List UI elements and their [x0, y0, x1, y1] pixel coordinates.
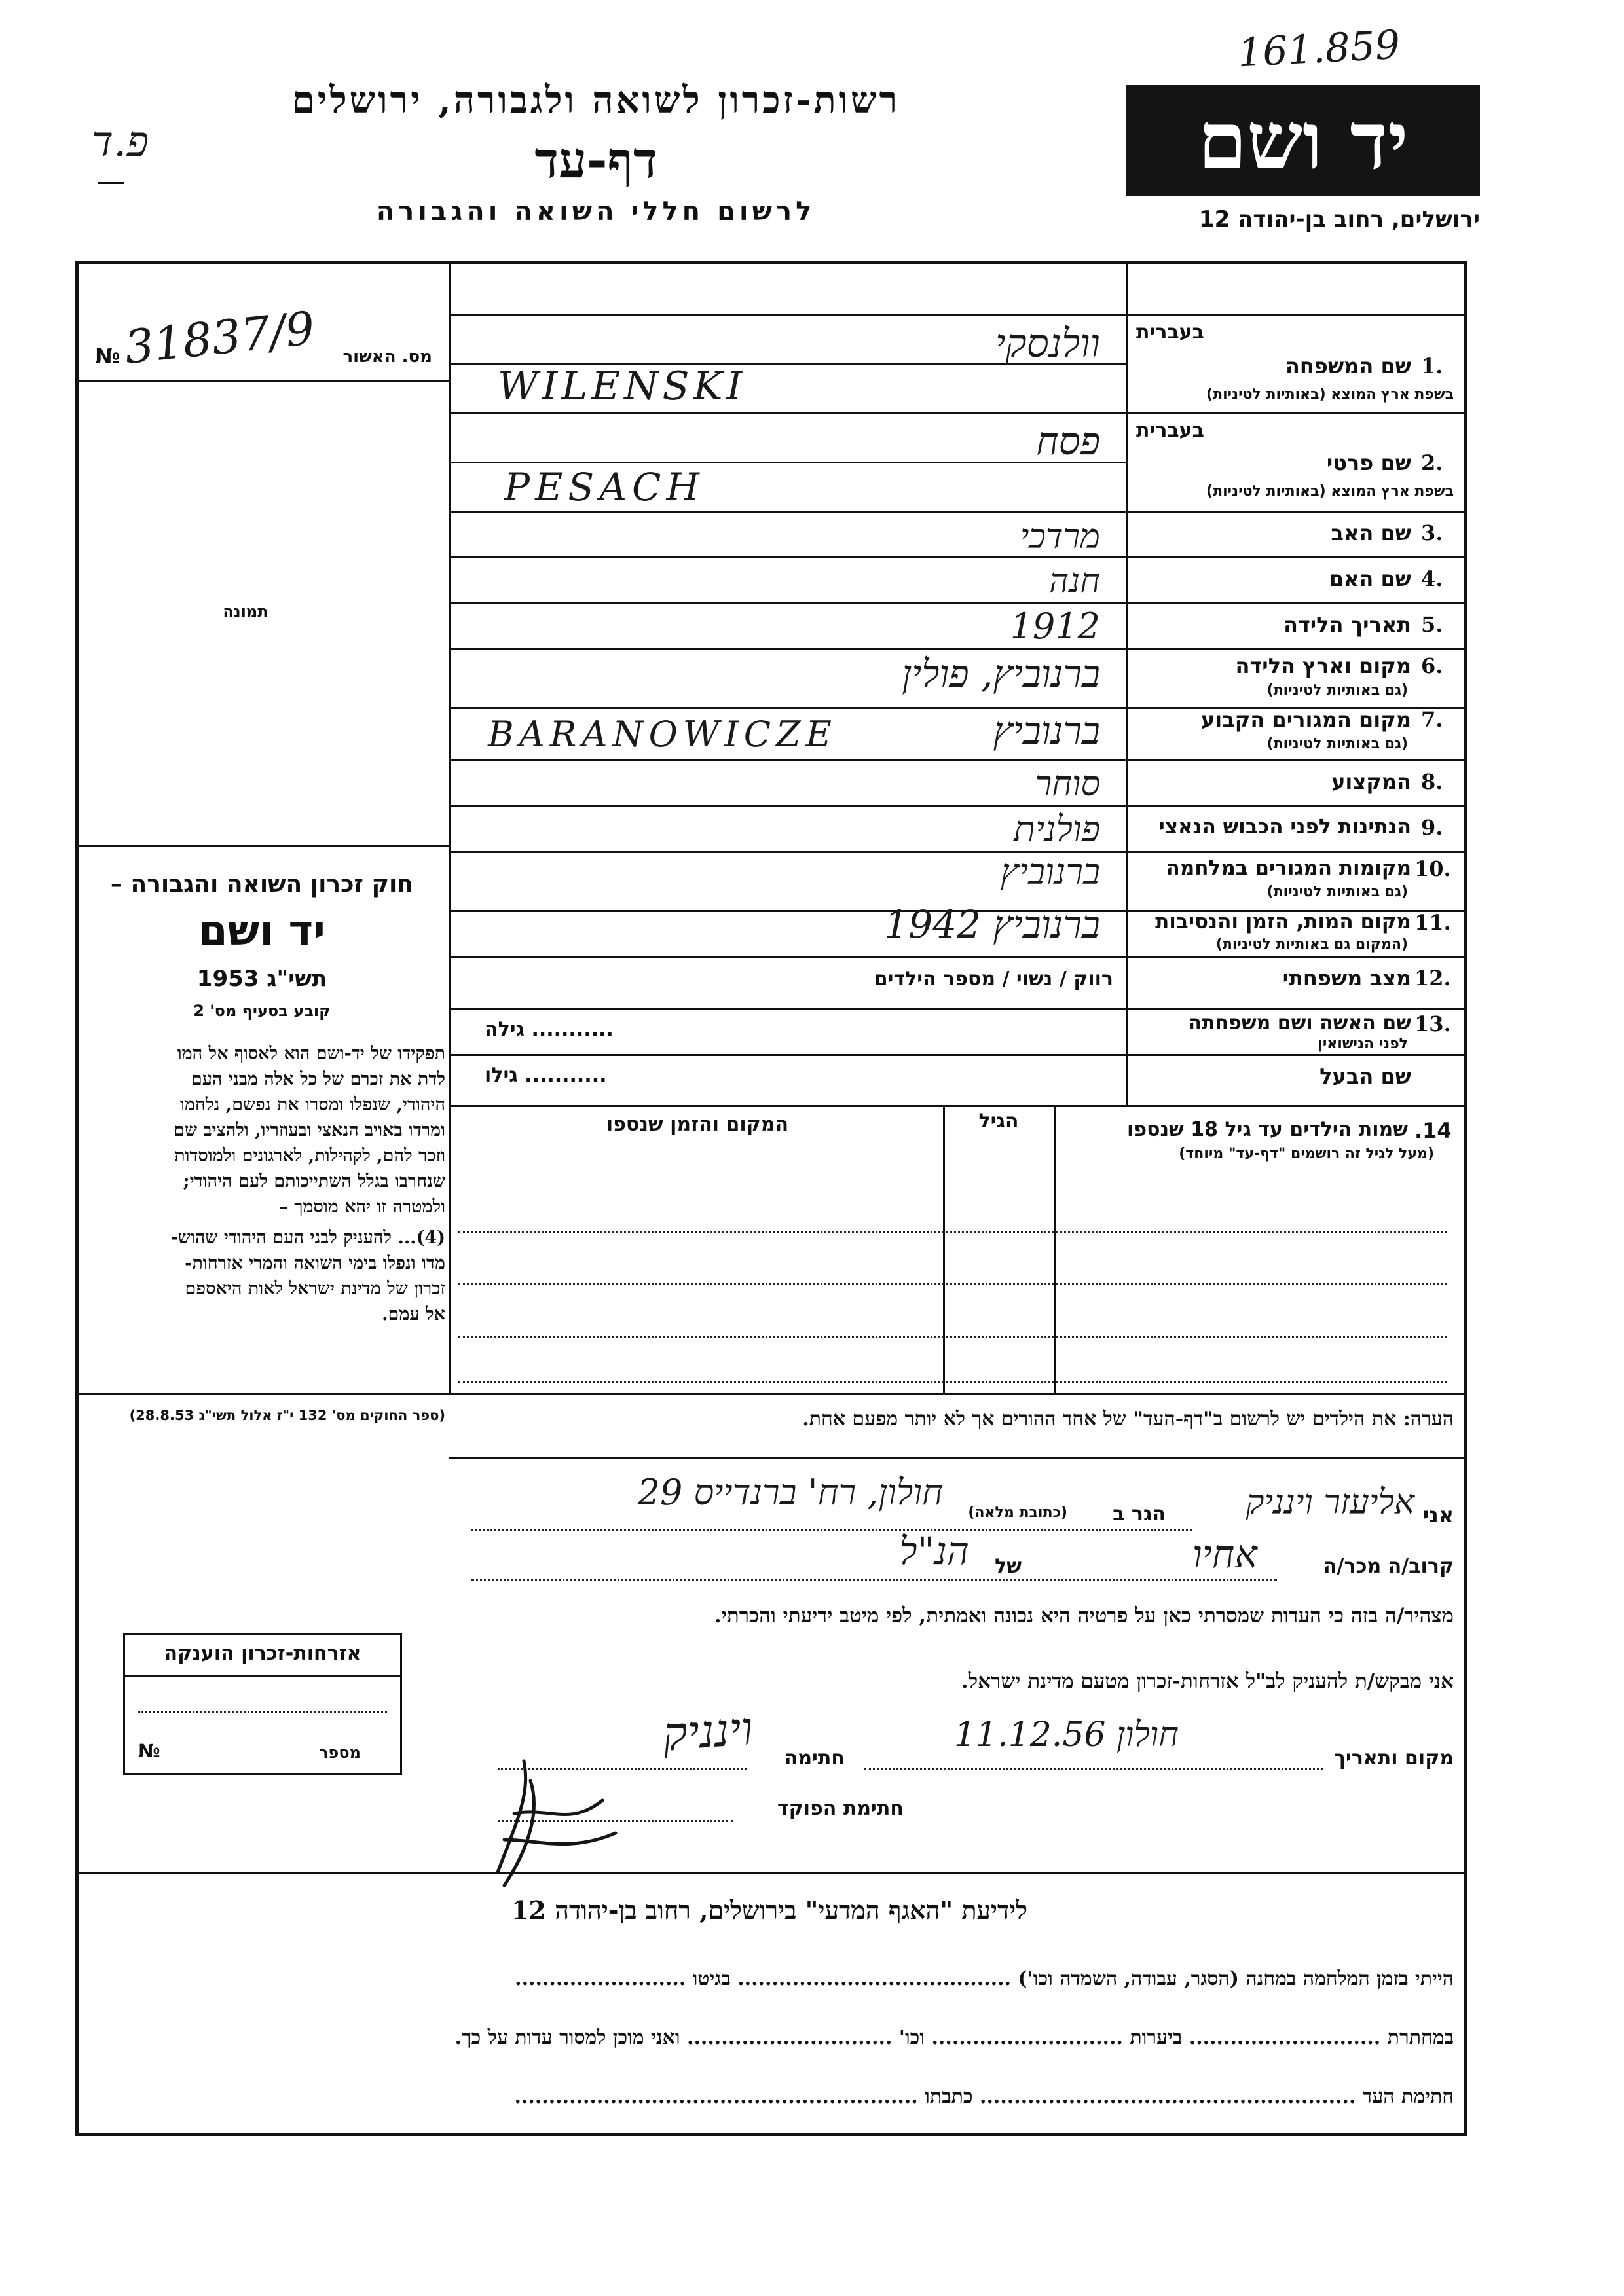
law-text-line: אל עמם.	[382, 1304, 445, 1324]
stamp-number-label: מספר	[319, 1743, 361, 1762]
field-4-label: שם האם	[1329, 566, 1411, 591]
header-row-line	[449, 314, 1467, 316]
declaration-of-value: הנ"ל	[899, 1529, 969, 1573]
approval-no-symbol: №	[95, 344, 120, 369]
declaration-i-value: אליעזר וינניק	[1246, 1483, 1414, 1522]
field-1-lang: בעברית	[1136, 321, 1204, 344]
declaration-request: אני מבקש/ת להעניק לב"ל אזרחות-זכרון מטעם מדינת ישראל.	[961, 1669, 1454, 1693]
law-clause: קובע בסעיף מס' 2	[193, 1002, 331, 1020]
law-text-line: מדו ונפלו בימי השואה והמרי אזרחות-	[185, 1253, 445, 1273]
field-6-num: 6.	[1421, 653, 1443, 678]
stamp-divider	[125, 1675, 400, 1677]
approval-label: מס. האשור	[342, 347, 432, 367]
footer-separator	[75, 1872, 1467, 1874]
field-12-options: רווק / נשוי / מספר הילדים	[874, 968, 1113, 991]
field-7-value: ברנוביץ	[993, 708, 1100, 753]
frame-top	[75, 261, 1467, 264]
law-text-line: וזכר להם, לקהילות, לארגונים ולמוסדות	[174, 1146, 445, 1166]
field-1-value-he: וולנסקי	[995, 321, 1100, 367]
signature-label: חתימה	[784, 1747, 845, 1770]
field-3-value: מרדכי	[1020, 517, 1100, 556]
row-line	[449, 602, 1467, 604]
place-date-label: מקום ותאריך	[1334, 1747, 1454, 1770]
law-text-line: היהודי, שנפלו ומסרו את נפשם, נלחמו	[179, 1095, 445, 1115]
declaration-statement: מצהיר/ה בזה כי העדות שמסרתי כאן על פרטיה היא נכונה ואמתית, לפי מיטב ידיעתי והכרתי.	[714, 1604, 1454, 1628]
declaration-of-label: של	[995, 1555, 1022, 1578]
field-13-sub: לפני הנישואין	[1318, 1036, 1408, 1052]
corner-underline	[98, 182, 124, 184]
law-text-line: (4)... להעניק לבני העם היהודי שהוש-	[170, 1228, 445, 1248]
law-text-line: תפקידו של יד-ושם הוא לאסוף אל המו	[177, 1044, 445, 1064]
field-4-value: חנה	[1048, 562, 1100, 601]
field-2-num: 2.	[1421, 450, 1443, 475]
field-8-value: סוחר	[1035, 765, 1100, 804]
stamp-number-symbol: №	[138, 1740, 160, 1762]
row-line	[449, 805, 1467, 807]
note-line	[449, 1457, 1467, 1459]
signature-value: וינניק	[661, 1701, 755, 1762]
field-11-sub: (המקום גם באותיות לטיניות)	[1215, 936, 1408, 953]
field-7-num: 7.	[1421, 707, 1443, 732]
children-row-line	[458, 1283, 1447, 1285]
catalog-number: 161.859	[1236, 22, 1401, 77]
address: ירושלים, רחוב בן-יהודה 12	[1198, 206, 1480, 232]
stamp-title: אזרחות-זכרון הוענקה	[164, 1642, 361, 1665]
field-9-num: 9.	[1421, 815, 1443, 840]
field-6-sub: (גם באותיות לטיניות)	[1266, 682, 1408, 699]
row-line	[449, 556, 1467, 558]
field-9-value: פולנית	[1013, 809, 1100, 850]
field-12-num: 12.	[1414, 966, 1451, 991]
children-col-2	[943, 1105, 945, 1393]
field-6-label: מקום וארץ הלידה	[1235, 653, 1411, 678]
field-9-label: הנתינות לפני הכבוש הנאצי	[1158, 815, 1411, 839]
footer-line-3: חתימת העד ....................................................... כתבתו ...........................................................	[514, 2085, 1454, 2108]
field-1-num: 1.	[1421, 354, 1443, 378]
field-10-sub: (גם באותיות לטיניות)	[1266, 884, 1408, 900]
field-10-value: ברנוביץ	[1000, 851, 1100, 892]
field-8-label: המקצוע	[1331, 769, 1411, 794]
form-title: דף-עד	[534, 131, 657, 189]
declaration-address-value: חולון, רח' ברנדייס 29	[637, 1472, 943, 1513]
row-line	[449, 511, 1467, 513]
law-text-line: זכרון של מדינת ישראל לאות היאספם	[185, 1279, 445, 1299]
children-num: 14.	[1414, 1118, 1452, 1143]
field-2-sub: בשפת ארץ המוצא (באותיות לטיניות)	[1206, 483, 1454, 500]
field-7-label: מקום המגורים הקבוע	[1200, 707, 1411, 732]
law-text-line: ולמטרה זו יהא מוסמך –	[279, 1197, 445, 1217]
row-line	[449, 1054, 1467, 1056]
field-2-lang: בעברית	[1136, 419, 1204, 442]
field-1-sub: בשפת ארץ המוצא (באותיות לטיניות)	[1206, 386, 1454, 403]
row-line	[449, 412, 1467, 414]
field-2-label: שם פרטי	[1326, 450, 1411, 475]
citizenship-stamp-box	[123, 1633, 402, 1775]
row-line	[449, 1008, 1467, 1010]
col-divider-right	[1126, 261, 1128, 1105]
row-line	[449, 759, 1467, 761]
children-col-1	[1054, 1105, 1056, 1393]
photo-box-line	[75, 845, 449, 847]
relation-line	[471, 1579, 1277, 1581]
address-line	[471, 1529, 1192, 1531]
field-6-value: ברנוביץ, פולין	[902, 651, 1100, 696]
declaration-i-label: אני	[1422, 1503, 1454, 1527]
declaration-relation-value: אחיו	[1192, 1532, 1257, 1576]
field-1-value-lat: WILENSKI	[498, 363, 747, 409]
field-5-num: 5.	[1421, 612, 1443, 637]
husband-value: גילו ...........	[485, 1064, 607, 1087]
law-year: תשי"ג 1953	[196, 966, 327, 992]
row-line	[449, 1105, 1467, 1107]
field-1-label: שם המשפחה	[1285, 354, 1411, 378]
approval-number: 31837/9	[122, 301, 318, 374]
husband-label: שם הבעל	[1320, 1064, 1411, 1089]
field-2-value-lat: PESACH	[504, 465, 705, 509]
field-10-label: מקומות המגורים במלחמה	[1166, 856, 1411, 880]
place-date-value: חולון 11.12.56	[953, 1715, 1179, 1755]
field-7-sub: (גם באותיות לטיניות)	[1266, 736, 1408, 752]
law-text-line: שנחרבו בגלל השתייכותם לעם היהודי;	[183, 1171, 445, 1192]
officer-signature	[458, 1741, 629, 1899]
stamp-line	[138, 1711, 387, 1713]
field-11-num: 11.	[1414, 910, 1451, 935]
field-7-value-lat: BARANOWICZE	[488, 714, 837, 755]
field-5-label: תאריך הלידה	[1283, 612, 1411, 637]
corner-note: פ.ד	[92, 118, 149, 166]
law-text-line: לדת את זכרם של כל אלה מבני העם	[191, 1069, 445, 1089]
field-13-label: שם האשה ושם משפחתה	[1188, 1011, 1411, 1034]
frame-right	[1464, 261, 1467, 2136]
footer-heading: לידיעת "האגף המדעי" בירושלים, רחוב בן-יהודה 12	[511, 1895, 1028, 1925]
frame-left	[75, 261, 79, 2136]
row-line	[449, 956, 1467, 958]
col-divider-left	[449, 261, 451, 1393]
footer-line-2: במחתרת ............................ ביערות ............................ וכו' .............................. ואני מוכן למסור עדות על כך.	[454, 2026, 1454, 2049]
field-12-label: מצב משפחתי	[1282, 966, 1411, 991]
field-13-num: 13.	[1414, 1011, 1451, 1036]
law-title: חוק זכרון השואה והגבורה –	[110, 871, 414, 898]
law-text-line: ומרדו באויב הנאצי ובעוזריו, ולהציב שם	[174, 1120, 445, 1140]
declaration-address-hint: (כתובת מלאה)	[968, 1504, 1067, 1521]
children-row-line	[458, 1336, 1447, 1338]
logo-text: יד ושם	[1198, 94, 1409, 187]
field-3-label: שם האב	[1331, 520, 1411, 545]
field-11-value: ברנוביץ 1942	[884, 902, 1100, 947]
law-name: יד ושם	[198, 907, 325, 955]
field-4-num: 4.	[1421, 566, 1443, 591]
children-col-place: המקום והזמן שנספו	[606, 1113, 789, 1136]
children-sub: (מעל לגיל זה רושמים "דף-עד" מיוחד)	[1179, 1146, 1434, 1162]
field-10-num: 10.	[1414, 856, 1451, 881]
children-row-line	[458, 1231, 1447, 1233]
yad-vashem-logo	[1126, 85, 1480, 196]
children-row-line	[458, 1381, 1447, 1383]
field-3-num: 3.	[1421, 520, 1443, 545]
law-source: (ספר החוקים מס' 132 י"ז אלול תשי"ג 28.8.53)	[129, 1408, 445, 1423]
org-line: רשות-זכרון לשואה ולגבורה, ירושלים	[291, 79, 900, 122]
children-label: שמות הילדים עד גיל 18 שנספו	[1127, 1118, 1408, 1141]
law-box-line	[75, 1393, 1467, 1395]
children-col-age: הגיל	[978, 1110, 1019, 1133]
declaration-resides-label: הגר ב	[1113, 1503, 1166, 1525]
note: הערה: את הילדים יש לרשום ב"דף-העד" של אחד ההורים אך לא יותר מפעם אחת.	[802, 1408, 1454, 1430]
footer-line-1: הייתי בזמן המלחמה במחנה (הסגר, עבודה, השמדה וכו') ........................................ בגיטו .........................	[515, 1967, 1454, 1990]
law-text	[82, 1041, 445, 1327]
field-11-label: מקום המות, הזמן והנסיבות	[1155, 910, 1411, 934]
field-2-value-he: פסח	[1036, 419, 1100, 464]
photo-label: תמונה	[223, 602, 268, 621]
form-subtitle: לרשום חללי השואה והגבורה	[376, 196, 816, 227]
field-8-num: 8.	[1421, 769, 1443, 794]
officer-label: חתימת הפוקד	[777, 1797, 904, 1820]
place-date-line	[864, 1768, 1323, 1770]
field-13-value: גילה ...........	[485, 1018, 614, 1041]
field-5-value: 1912	[1010, 606, 1100, 647]
approval-box-line	[75, 380, 449, 382]
frame-bottom	[75, 2133, 1467, 2136]
declaration-relative-label: קרוב/ה מכר/ה	[1323, 1555, 1454, 1578]
row-line	[449, 648, 1467, 650]
